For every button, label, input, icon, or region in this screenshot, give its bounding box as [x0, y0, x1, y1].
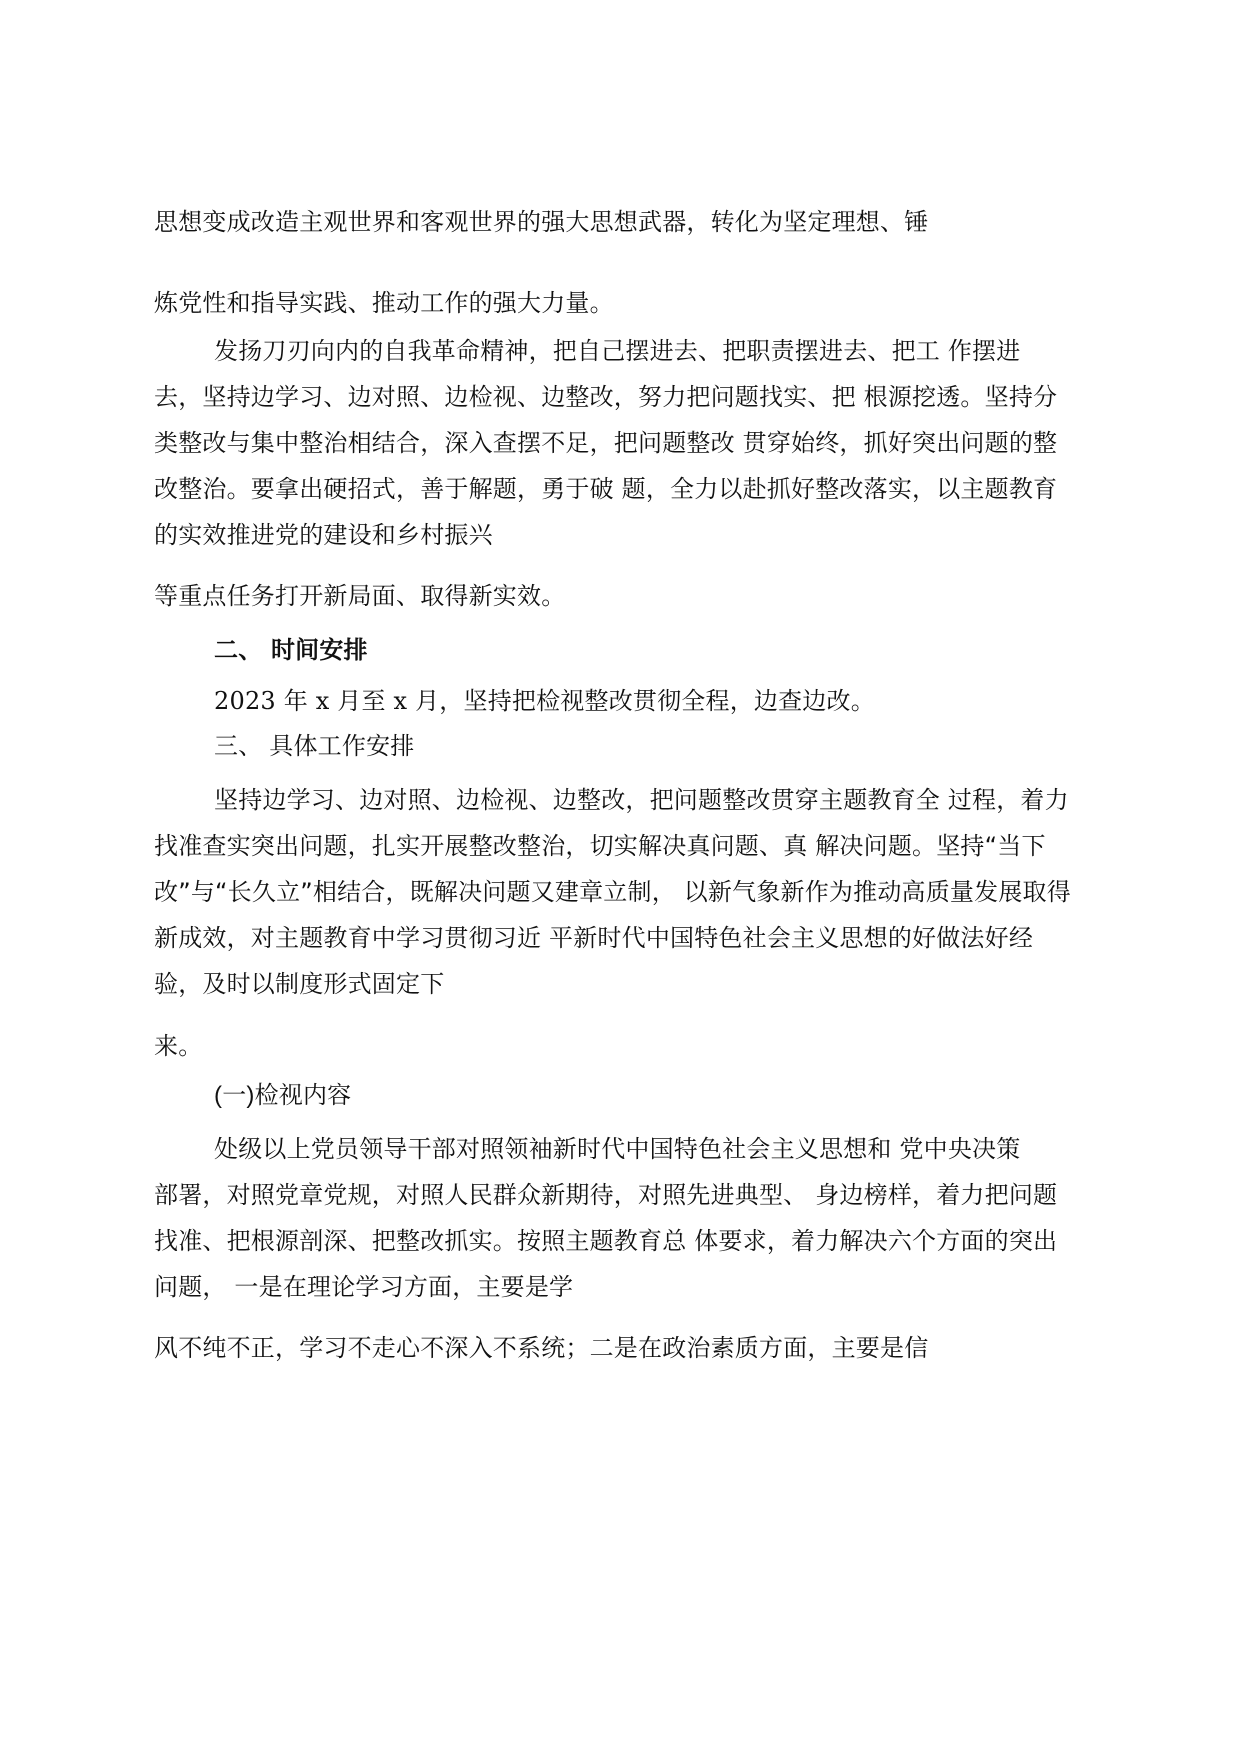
text-line-3: 发扬刀刃向内的自我革命精神，把自己摆进去、把职责摆进去、把工 作摆进 — [214, 337, 1021, 365]
text-line-14: 改”与“长久立”相结合，既解决问题又建章立制， 以新气象新作为推动高质量发展取得 — [154, 878, 1071, 906]
section-heading-3: 三、 具体工作安排 — [214, 733, 415, 760]
text-line-15: 新成效，对主题教育中学习贯彻习近 平新时代中国特色社会主义思想的好做法好经 — [154, 924, 1034, 952]
subheading-1: (一)检视内容 — [214, 1082, 352, 1109]
text-line-5: 类整改与集中整治相结合，深入查摆不足，把问题整改 贯穿始终，抓好突出问题的整 — [154, 429, 1058, 457]
text-line-19: 处级以上党员领导干部对照领袖新时代中国特色社会主义思想和 党中央决策 — [214, 1135, 1021, 1163]
text-line-7: 的实效推进党的建设和乡村振兴 — [154, 521, 493, 549]
text-line-22: 问题， 一是在理论学习方面，主要是学 — [154, 1273, 574, 1301]
text-line-13: 找准查实突出问题，扎实开展整改整治，切实解决真问题、真 解决问题。坚持“当下 — [154, 832, 1046, 860]
text-line-1: 思想变成改造主观世界和客观世界的强大思想武器，转化为坚定理想、锤 — [154, 208, 929, 236]
text-line-16: 验，及时以制度形式固定下 — [154, 970, 445, 998]
text-line-6: 改整治。要拿出硬招式，善于解题，勇于破 题，全力以赴抓好整改落实，以主题教育 — [154, 475, 1058, 503]
text-line-21: 找准、把根源剖深、把整改抓实。按照主题教育总 体要求，着力解决六个方面的突出 — [154, 1227, 1058, 1255]
section-heading-2: 二、 时间安排 — [214, 636, 368, 664]
text-line-20: 部署，对照党章党规，对照人民群众新期待，对照先进典型、 身边榜样，着力把问题 — [154, 1181, 1058, 1209]
text-line-8: 等重点任务打开新局面、取得新实效。 — [154, 582, 566, 610]
text-line-2: 炼党性和指导实践、推动工作的强大力量。 — [154, 289, 614, 317]
text-line-23: 风不纯不正，学习不走心不深入不系统；二是在政治素质方面，主要是信 — [154, 1334, 929, 1362]
text-line-10: 2023 年 x 月至 x 月，坚持把检视整改贯彻全程，边查边改。 — [214, 687, 875, 715]
text-line-12: 坚持边学习、边对照、边检视、边整改，把问题整改贯穿主题教育全 过程，着力 — [214, 786, 1069, 814]
text-line-4: 去，坚持边学习、边对照、边检视、边整改，努力把问题找实、把 根源挖透。坚持分 — [154, 383, 1058, 411]
text-line-17: 来。 — [154, 1032, 203, 1060]
